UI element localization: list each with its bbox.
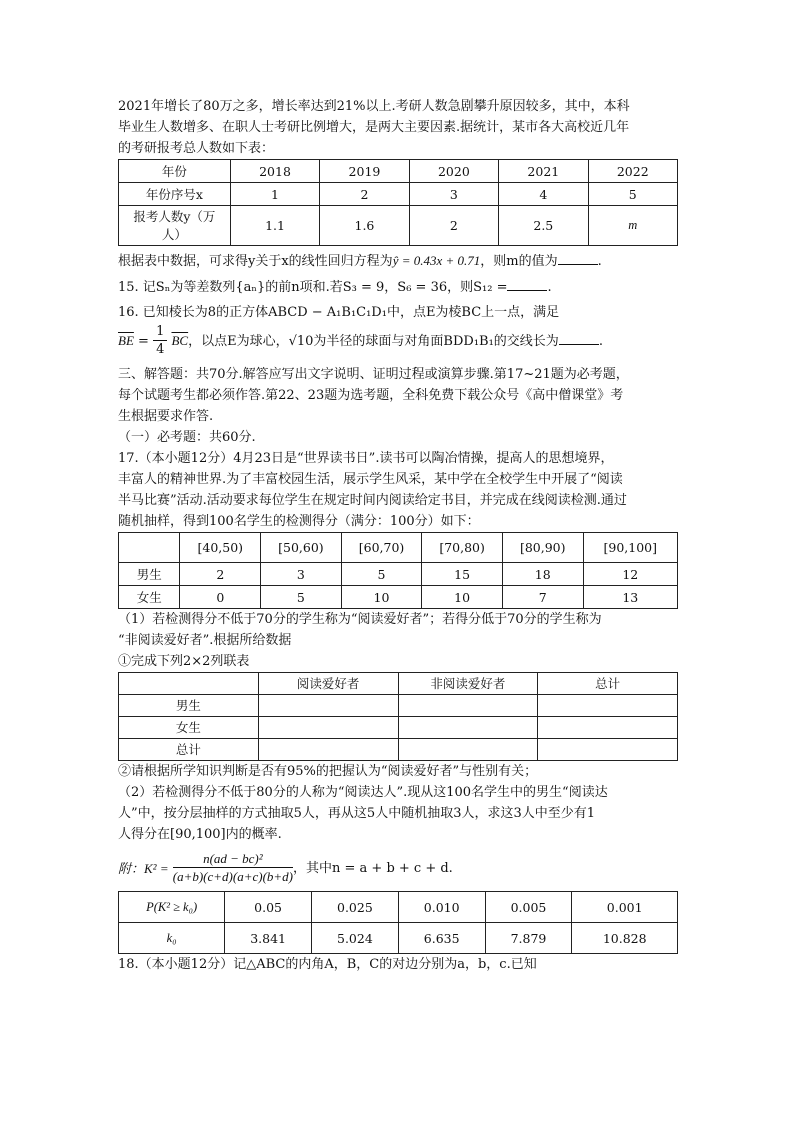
question-17-line-3: 半马比赛”活动.活动要求每位学生在规定时间内阅读给定书目，并完成在线阅读检测.通过: [118, 493, 627, 508]
answer-blank: [559, 330, 599, 345]
vector-bc: $\overline{BC}$: [171, 333, 189, 348]
table-cell: 年份: [119, 160, 231, 183]
table-row: [119, 183, 678, 206]
question-17-part2-line-3: 人”中，按分层抽样的方式抽取5人，再从这5人中随机抽取3人，求这3人中至少有1: [118, 806, 596, 821]
table-cell: [80,90): [502, 533, 583, 563]
table-cell: 2020: [409, 160, 498, 183]
table-row: [119, 563, 678, 586]
section-3-line-3: 生根据要求作答.: [118, 409, 214, 424]
table-cell: [258, 695, 398, 717]
table-row: [119, 533, 678, 563]
table-cell: 7.879: [485, 923, 572, 954]
table-cell: 男生: [119, 695, 259, 717]
table-cell: 0.005: [485, 892, 572, 923]
table-cell: 3: [261, 563, 342, 586]
table-cell: 非阅读爱好者: [398, 673, 538, 695]
table-cell: 2022: [588, 160, 677, 183]
section-3-line-1: 三、解答题：共70分.解答应写出文字说明、证明过程或演算步骤.第17~21题为必考题，: [118, 367, 629, 382]
question-16-line-1: 16. 已知棱长为8的正方体ABCD − A₁B₁C₁D₁中，点E为棱BC上一点，满足: [118, 305, 560, 320]
table-cell: 0: [180, 586, 261, 609]
count-label-2: 人）: [161, 226, 187, 242]
table-cell: 总计: [538, 673, 678, 695]
table-cell: [258, 717, 398, 739]
table-cell: 10: [422, 586, 503, 609]
table-cell: [119, 206, 231, 246]
answer-blank: [507, 276, 547, 291]
table-cell: [119, 533, 180, 563]
fraction: $\frac{1}{4}$: [153, 324, 167, 359]
regression-equation: ŷ = 0.43x + 0.71: [392, 253, 481, 268]
table-cell: m: [588, 206, 677, 246]
table-cell: [398, 739, 538, 761]
fraction: $\frac{\text{n(ad − bc)²}}{(a+b)(c+d)(a+c)(b+d)}$: [172, 850, 293, 884]
table-cell: 女生: [119, 586, 180, 609]
question-17-line-1: 17.（本小题12分）4月23日是“世界读书日”.读书可以陶冶情操，提高人的思想境界，: [118, 451, 614, 466]
table-cell: 2: [180, 563, 261, 586]
table-cell: 18: [502, 563, 583, 586]
question-17-part2-line-4: 人得分在[90,100]内的概率.: [118, 827, 282, 842]
table-cell: 10.828: [572, 923, 678, 954]
table-cell: 15: [422, 563, 503, 586]
question-15: 15. 记Sₙ为等差数列{aₙ}的前n项和.若S₃ = 9，S₆ = 36，则S₁₂ = .: [118, 276, 678, 298]
table-cell: 2: [320, 183, 409, 206]
question-17-part1-line-2: “非阅读爱好者”.根据所给数据: [118, 633, 292, 648]
score-table: [118, 532, 678, 609]
table-row: [119, 739, 678, 761]
table-row: [119, 717, 678, 739]
table-cell: 3.841: [225, 923, 312, 954]
table-cell: 5: [341, 563, 422, 586]
section-3-line-4: （一）必考题：共60分.: [118, 430, 256, 445]
table-cell: 阅读爱好者: [258, 673, 398, 695]
table-cell: 12: [583, 563, 677, 586]
table-cell: 5: [261, 586, 342, 609]
table-cell: 3: [409, 183, 498, 206]
critical-value-table: [118, 891, 678, 954]
table-cell: 7: [502, 586, 583, 609]
section-3-line-2: 每个试题考生都必须作答.第22、23题为选考题，全科免费下载公众号《高中僧课堂》考: [118, 388, 624, 403]
table-cell: 6.635: [398, 923, 485, 954]
table-cell: 2021: [499, 160, 588, 183]
table-row: [119, 206, 678, 246]
contingency-table: [118, 672, 678, 761]
table-cell: 总计: [119, 739, 259, 761]
table-cell: [538, 695, 678, 717]
table-cell: 0.025: [312, 892, 399, 923]
table-cell: [538, 739, 678, 761]
table-cell: 1.1: [230, 206, 319, 246]
table-row: [119, 892, 678, 923]
table-cell: 女生: [119, 717, 259, 739]
intro-line-3: 的考研报考总人数如下表：: [118, 141, 275, 156]
table-row: [119, 923, 678, 954]
table-cell: [90,100]: [583, 533, 677, 563]
question-18: 18.（本小题12分）记△ABC的内角A，B，C的对边分别为a，b，c.已知: [118, 957, 537, 972]
table-cell: [50,60): [261, 533, 342, 563]
question-14-tail: 根据表中数据，可求得y关于x的线性回归方程为ŷ = 0.43x + 0.71，则m的值为 .: [118, 250, 678, 272]
table-cell: 2.5: [499, 206, 588, 246]
appendix-formula: 附：K² = $\frac{\text{n(ad − bc)²}}{(a+b)(c+d)(a+c)(b+d)}$ ，其中n = a + b + c + d.: [118, 850, 453, 884]
intro-line-2: 毕业生人数增多、在职人士考研比例增大，是两大主要因素.据统计，某市各大高校近几年: [118, 120, 630, 135]
question-17-part1-line-1: （1）若检测得分不低于70分的学生称为“阅读爱好者”；若得分低于70分的学生称为: [118, 612, 602, 627]
table-cell: 4: [499, 183, 588, 206]
table-row: [119, 586, 678, 609]
table-row: [119, 673, 678, 695]
table-cell: 2018: [230, 160, 319, 183]
table-cell: k₀: [119, 923, 225, 954]
table-cell: [40,50): [180, 533, 261, 563]
question-17-part2-line-1: ②请根据所学知识判断是否有95%的把握认为“阅读爱好者”与性别有关；: [118, 764, 538, 779]
table-cell: 10: [341, 586, 422, 609]
table-cell: [70,80): [422, 533, 503, 563]
table-cell: 1.6: [320, 206, 409, 246]
question-17-part2-line-2: （2）若检测得分不低于80分的人称为“阅读达人”.现从这100名学生中的男生“阅读达: [118, 785, 608, 800]
table-cell: 2: [409, 206, 498, 246]
intro-line-1: 2021年增长了80万之多，增长率达到21%以上.考研人数急剧攀升原因较多，其中，本科: [118, 99, 630, 114]
document-page: [118, 96, 678, 975]
table-cell: 1: [230, 183, 319, 206]
table-cell: 年份序号x: [119, 183, 231, 206]
table-cell: [398, 717, 538, 739]
table-cell: 0.010: [398, 892, 485, 923]
question-16-line-2: $\overline{BE}$ = $\frac{1}{4}$ $\overline{BC}$，以点E为球心，√10为半径的球面与对角面BDD₁B₁的交线长为 .: [118, 324, 603, 357]
table-cell: 0.05: [225, 892, 312, 923]
table-cell: 5: [588, 183, 677, 206]
table-cell: 13: [583, 586, 677, 609]
table-cell: P(K² ≥ k₀): [119, 892, 225, 923]
question-17-part1-line-3: ①完成下列2×2列联表: [118, 654, 250, 669]
table-cell: [119, 673, 259, 695]
table-cell: 2019: [320, 160, 409, 183]
table-row: [119, 695, 678, 717]
table-cell: [398, 695, 538, 717]
table-cell: 0.001: [572, 892, 678, 923]
exam-count-table: [118, 159, 678, 246]
table-cell: 5.024: [312, 923, 399, 954]
table-cell: 男生: [119, 563, 180, 586]
question-17-line-4: 随机抽样，得到100名学生的检测得分（满分：100分）如下：: [118, 514, 480, 529]
count-label-1: 报考人数y（万: [133, 208, 216, 224]
table-cell: [60,70): [341, 533, 422, 563]
answer-blank: [558, 250, 598, 265]
table-cell: [258, 739, 398, 761]
vector-be: $\overline{BE}$: [118, 333, 134, 348]
table-row: [119, 160, 678, 183]
table-cell: [538, 717, 678, 739]
question-17-line-2: 丰富人的精神世界.为了丰富校园生活，展示学生风采，某中学在全校学生中开展了“阅读: [118, 472, 623, 487]
